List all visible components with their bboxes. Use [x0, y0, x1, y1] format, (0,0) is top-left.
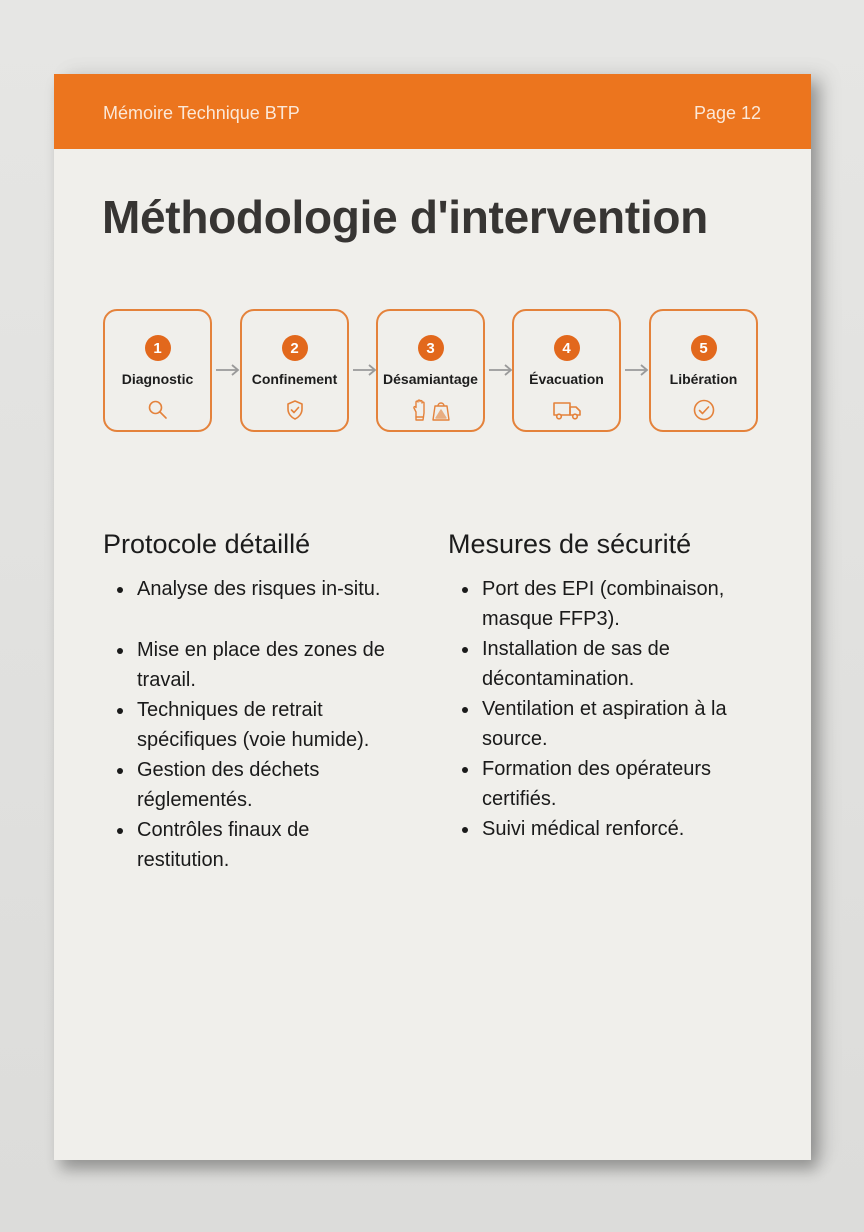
- step-number: 5: [691, 335, 717, 361]
- list-item: Mise en place des zones de travail.: [137, 635, 422, 695]
- page-title: Méthodologie d'intervention: [102, 191, 708, 243]
- list-item: Installation de sas de décontamination.: [482, 634, 722, 694]
- step-label: Confinement: [251, 371, 338, 387]
- step-confinement: [240, 309, 349, 432]
- safety-list: [448, 574, 778, 844]
- step-number: 1: [145, 335, 171, 361]
- step-desamiantage: [376, 309, 485, 432]
- list-item: Gestion des déchets réglementés.: [137, 755, 377, 815]
- protocol-list: [103, 574, 433, 875]
- protocol-heading: Protocole détaillé: [103, 529, 311, 559]
- step-number: 3: [418, 335, 444, 361]
- shield-check-icon: [283, 398, 307, 422]
- document-page: [54, 74, 811, 1160]
- truck-icon: [552, 398, 582, 422]
- check-circle-icon: [692, 398, 716, 422]
- process-flow: [103, 309, 763, 437]
- list-item: Analyse des risques in-situ.: [137, 574, 433, 604]
- protocol-section: [103, 529, 433, 875]
- step-number: 2: [282, 335, 308, 361]
- page-number: Page 12: [693, 103, 761, 123]
- safety-section: [448, 529, 778, 844]
- page-header: [54, 74, 811, 149]
- list-item: Techniques de retrait spécifiques (voie humide).: [137, 695, 422, 755]
- glove-bag-icon: [412, 398, 450, 422]
- magnifier-icon: [146, 398, 170, 422]
- list-item: Port des EPI (combinaison, masque FFP3).: [482, 574, 757, 634]
- glove-icon: [412, 398, 430, 422]
- step-label: Évacuation: [529, 371, 604, 387]
- list-item: Ventilation et aspiration à la source.: [482, 694, 747, 754]
- step-number: 4: [554, 335, 580, 361]
- step-diagnostic: [103, 309, 212, 432]
- step-evacuation: [512, 309, 621, 432]
- step-liberation: [649, 309, 758, 432]
- safety-heading: Mesures de sécurité: [448, 529, 692, 559]
- step-label: Désamiantage: [383, 371, 478, 387]
- document-title: Mémoire Technique BTP: [103, 103, 300, 123]
- list-item: Suivi médical renforcé.: [482, 814, 778, 844]
- step-label: Diagnostic: [121, 371, 194, 387]
- step-label: Libération: [669, 371, 738, 387]
- waste-bag-icon: [432, 398, 450, 422]
- list-item: Contrôles finaux de restitution.: [137, 815, 377, 875]
- list-item: Formation des opérateurs certifiés.: [482, 754, 752, 814]
